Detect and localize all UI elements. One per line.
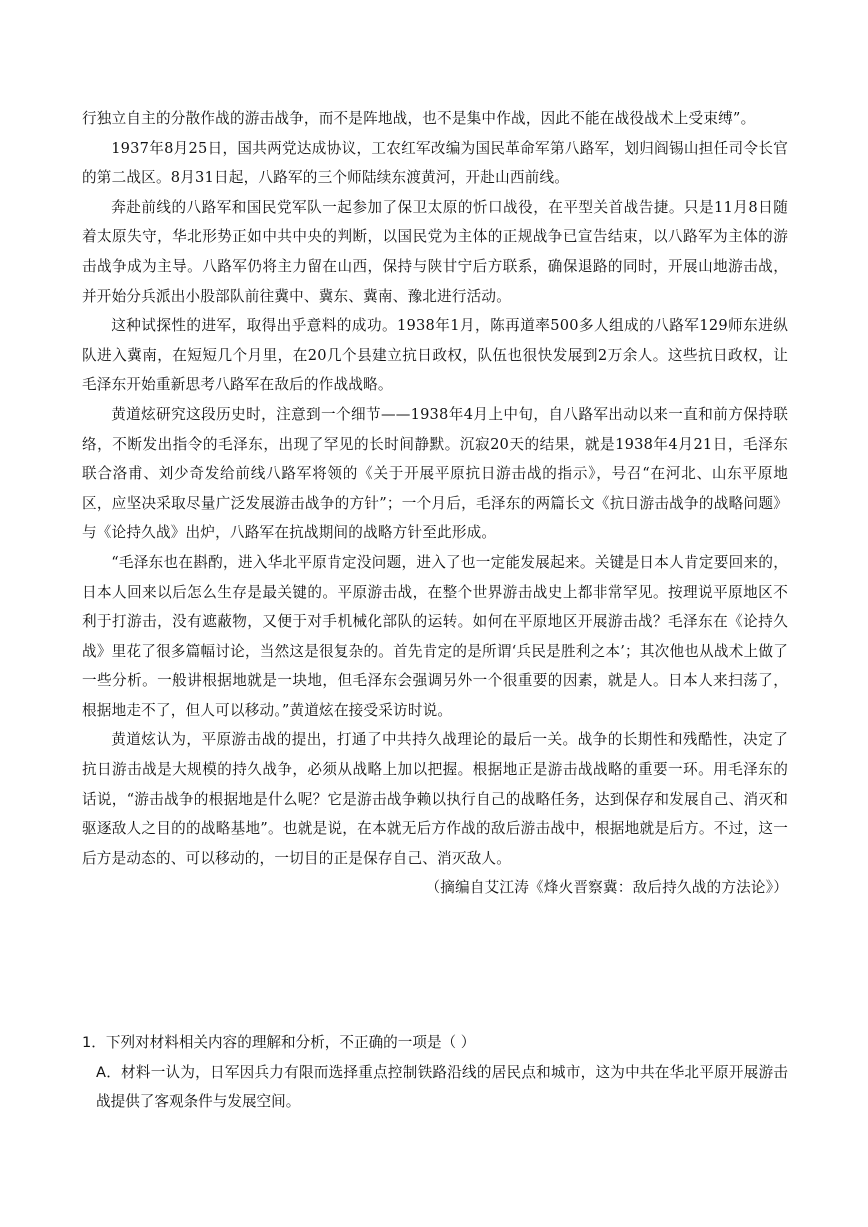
article-body: [82, 104, 788, 903]
question-block: [82, 1028, 788, 1117]
question-option-a: A．材料一认为，日军因兵力有限而选择重点控制铁路沿线的居民点和城市，这为中共在华北平原开展游击战提供了客观条件与发展空间。: [96, 1063, 788, 1111]
article-paragraph: 黄道炫认为，平原游击战的提出，打通了中共持久战理论的最后一关。战争的长期性和残酷性，决定了抗日游击战是大规模的持久战争，必须从战略上加以把握。根据地正是游击战战略的重要一环。用毛泽东的话说，“游击战争的根据地是什么呢？它是游击战争赖以执行自己的战略任务，达到保存和发展自己、消灭和驱逐敌人之目的的战略基地”。也就是说，在本就无后方作战的敌后游击战中，根据地就是后方。不过，这一后方是动态的、可以移动的，一切目的正是保存自己、消灭敌人。: [82, 731, 788, 867]
article-paragraph: 奔赴前线的八路军和国民党军队一起参加了保卫太原的忻口战役，在平型关首战告捷。只是11月8日随着太原失守，华北形势正如中共中央的判断，以国民党为主体的正规战争已宣告结束，以八路军为主体的游击战争成为主导。八路军仍将主力留在山西，保持与陕甘宁后方联系，确保退路的同时，开展山地游击战，并开始分兵派出小股部队前往冀中、冀东、冀南、豫北进行活动。: [82, 198, 788, 305]
article-paragraph: 这种试探性的进军，取得出乎意料的成功。1938年1月，陈再道率500多人组成的八路军129师东进纵队进入冀南，在短短几个月里，在20几个县建立抗日政权，队伍也很快发展到2万余人。这些抗日政权，让毛泽东开始重新思考八路军在敌后的作战战略。: [82, 317, 788, 394]
article-paragraph: “毛泽东也在斟酌，进入华北平原肯定没问题，进入了也一定能发展起来。关键是日本人肯定要回来的，日本人回来以后怎么生存是最关键的。平原游击战，在整个世界游击战史上都非常罕见。按理说平原地区不利于打游击，没有遮蔽物，又便于对手机械化部队的运转。如何在平原地区开展游击战？毛泽东在《论持久战》里花了很多篇幅讨论，当然这是很复杂的。首先肯定的是所谓‘兵民是胜利之本’；其次他也从战术上做了一些分析。一般讲根据地就是一块地，但毛泽东会强调另外一个很重要的因素，就是人。日本人来扫荡了，根据地走不了，但人可以移动。”黄道炫在接受采访时说。: [82, 553, 788, 719]
article-paragraph: 1937年8月25日，国共两党达成协议，工农红军改编为国民革命军第八路军，划归阎锡山担任司令长官的第二战区。8月31日起，八路军的三个师陆续东渡黄河，开赴山西前线。: [82, 139, 788, 187]
article-source: （摘编自艾江涛《烽火晋察冀：敌后持久战的方法论》）: [425, 879, 788, 897]
question-stem: 1．下列对材料相关内容的理解和分析，不正确的一项是（ ）: [82, 1034, 476, 1051]
article-paragraph: 黄道炫研究这段历史时，注意到一个细节——1938年4月上中旬，自八路军出动以来一直和前方保持联络，不断发出指令的毛泽东，出现了罕见的长时间静默。沉寂20天的结果，就是1938年4月21日，毛泽东联合洛甫、刘少奇发给前线八路军将领的《关于开展平原抗日游击战的指示》，号召“在河北、山东平原地区，应坚决采取尽量广泛发展游击战争的方针”；一个月后，毛泽东的两篇长文《抗日游击战争的战略问题》与《论持久战》出炉，八路军在抗战期间的战略方针至此形成。: [82, 405, 788, 542]
article-paragraph: 行独立自主的分散作战的游击战争，而不是阵地战，也不是集中作战，因此不能在战役战术上受束缚”。: [82, 110, 756, 127]
